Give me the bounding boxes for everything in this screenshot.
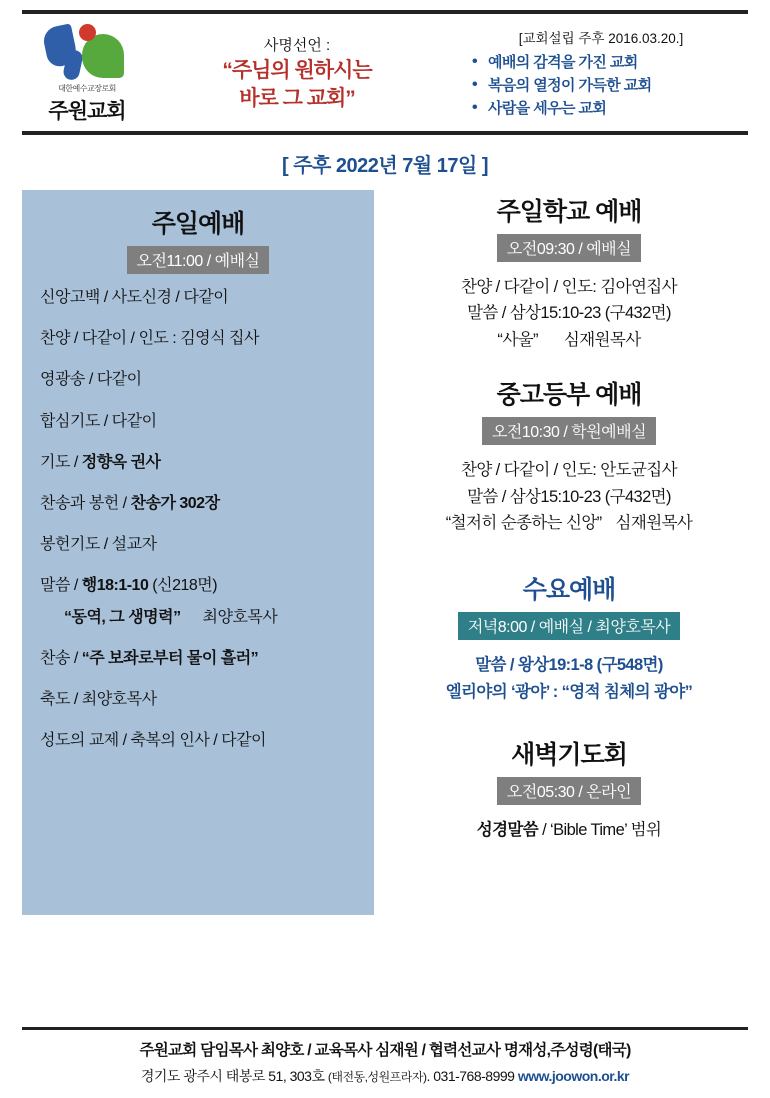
youth-timeplace-bar — [390, 417, 748, 445]
order-item-benediction: 축도 / 최양호목사 — [40, 690, 157, 708]
youth-line-1: 찬양 / 다같이 / 인도: 안도균집사 — [461, 461, 677, 480]
footer-staff: 주원교회 담임목사 최양호 / 교육목사 심재원 / 협력선교사 명재성,주성령(태국) — [139, 1042, 631, 1059]
vision-item-1: • 예배의 감격을 가진 교회 — [472, 51, 748, 74]
church-logo-icon — [35, 24, 139, 82]
church-school-timeplace-bar — [390, 234, 748, 262]
church-school-preacher: 심재원목사 — [563, 330, 641, 349]
order-item-offering-prayer: 봉헌기도 / 설교자 — [40, 536, 157, 554]
footer-phone: . 031-768-8999 — [426, 1068, 518, 1084]
bulletin-date: [ 주후 2022년 7월 17일 ] — [281, 155, 489, 177]
mission-line-2: 바로 그 교회” — [239, 87, 355, 110]
dawn-timeplace-bar — [390, 777, 748, 805]
word-page: (신218면) — [148, 577, 218, 595]
dawn-block — [390, 735, 748, 843]
footer-address-detail: (태전동,성원프라자) — [327, 1070, 427, 1084]
prayer-person: 정향옥 권사 — [81, 453, 161, 471]
mission-statement — [152, 34, 448, 114]
word-label: 말씀 / — [40, 577, 82, 595]
founding-date: [교회설립 주후 2016.03.20.] — [518, 30, 684, 46]
sunday-service-title: 주일예배 — [151, 210, 245, 238]
wednesday-block — [390, 570, 748, 705]
order-item-closing-hymn — [40, 647, 358, 670]
wednesday-theme: 엘리야의 ‘광야’ : “영적 침체의 광야” — [445, 682, 693, 701]
other-services-panel — [374, 190, 748, 915]
mission-line-1: “주님의 원하시는 — [222, 58, 372, 82]
closing-hymn-label: 찬송 / — [40, 649, 82, 667]
wednesday-timeplace-bar — [390, 612, 748, 640]
mission-label: 사명선언 : — [263, 36, 331, 54]
wednesday-word-value: 왕상19:1-8 (구548면) — [517, 656, 663, 675]
wednesday-timeplace: 저녁8:00 / 예배실 / 최양호목사 — [458, 612, 680, 640]
church-school-sermon-title: “사울” — [497, 330, 538, 349]
sunday-service-timeplace-bar — [38, 246, 358, 274]
dawn-bible-label: 성경말씀 — [476, 821, 539, 840]
footer-contact — [22, 1066, 748, 1086]
order-item-hymn-offering — [40, 492, 358, 515]
sermon-preacher: 최양호목사 — [202, 608, 278, 626]
church-school-title: 주일학교 예배 — [496, 198, 642, 226]
wednesday-word — [390, 652, 748, 678]
order-item-prayer — [40, 451, 358, 474]
vision-item-3: • 사람을 세우는 교회 — [472, 97, 748, 120]
vision-block — [448, 27, 748, 121]
hymn-label: 찬송과 봉헌 / — [40, 494, 131, 512]
order-item-fellowship: 성도의 교제 / 축복의 인사 / 다같이 — [40, 732, 266, 750]
dawn-title: 새벽기도회 — [511, 741, 627, 770]
hymn-value: 찬송가 302장 — [130, 494, 220, 512]
youth-title: 중고등부 예배 — [496, 381, 642, 410]
word-value: 행18:1-10 — [81, 577, 149, 595]
church-school-line-3 — [390, 327, 748, 353]
church-logo-block — [22, 22, 152, 125]
youth-line-2: 말씀 / 삼상15:10-23 (구432면) — [467, 487, 671, 506]
church-name-label: 주원교회 — [48, 100, 126, 123]
prayer-label: 기도 / — [40, 453, 82, 471]
youth-sermon-title: “철저히 순종하는 신앙” — [445, 513, 602, 532]
church-school-line-2: 말씀 / 삼상15:10-23 (구432면) — [467, 304, 671, 323]
youth-block — [390, 375, 748, 536]
youth-line-3 — [390, 510, 748, 536]
denomination-label: 대한예수교장로회 — [58, 84, 116, 93]
sunday-service-timeplace: 오전11:00 / 예배실 — [127, 246, 270, 274]
order-item-gloria: 영광송 / 다같이 — [40, 371, 142, 389]
wednesday-word-label: 말씀 / — [475, 656, 518, 675]
page-footer — [22, 1027, 748, 1086]
order-item-praise: 찬양 / 다같이 / 인도 : 김영식 집사 — [40, 330, 259, 348]
sermon-title: “동역, 그 생명력” — [64, 608, 181, 626]
dawn-bible-value: / ‘Bible Time’ 범위 — [538, 821, 662, 840]
sunday-service-panel — [22, 190, 374, 915]
youth-timeplace: 오전10:30 / 학원예배실 — [482, 417, 656, 445]
dawn-bible — [390, 817, 748, 843]
vision-item-2: • 복음의 열정이 가득한 교회 — [472, 74, 748, 97]
youth-preacher: 심재원목사 — [615, 513, 693, 532]
church-school-block — [390, 192, 748, 353]
dawn-timeplace: 오전05:30 / 온라인 — [497, 777, 641, 805]
order-item-word — [40, 574, 358, 628]
footer-website-link[interactable]: www.joowon.or.kr — [517, 1068, 630, 1084]
order-item-confession: 신앙고백 / 사도신경 / 다같이 — [40, 289, 229, 306]
closing-hymn-value: “주 보좌로부터 물이 흘러” — [81, 649, 259, 667]
church-school-line-1: 찬양 / 다같이 / 인도: 김아연집사 — [461, 278, 677, 296]
bulletin-body — [22, 190, 748, 915]
wednesday-title: 수요예배 — [522, 576, 616, 605]
page-header — [22, 10, 748, 135]
church-school-timeplace: 오전09:30 / 예배실 — [497, 234, 641, 262]
order-item-united-prayer: 합심기도 / 다같이 — [40, 412, 157, 430]
footer-address: 경기도 광주시 태봉로 51, 303호 — [140, 1068, 328, 1084]
